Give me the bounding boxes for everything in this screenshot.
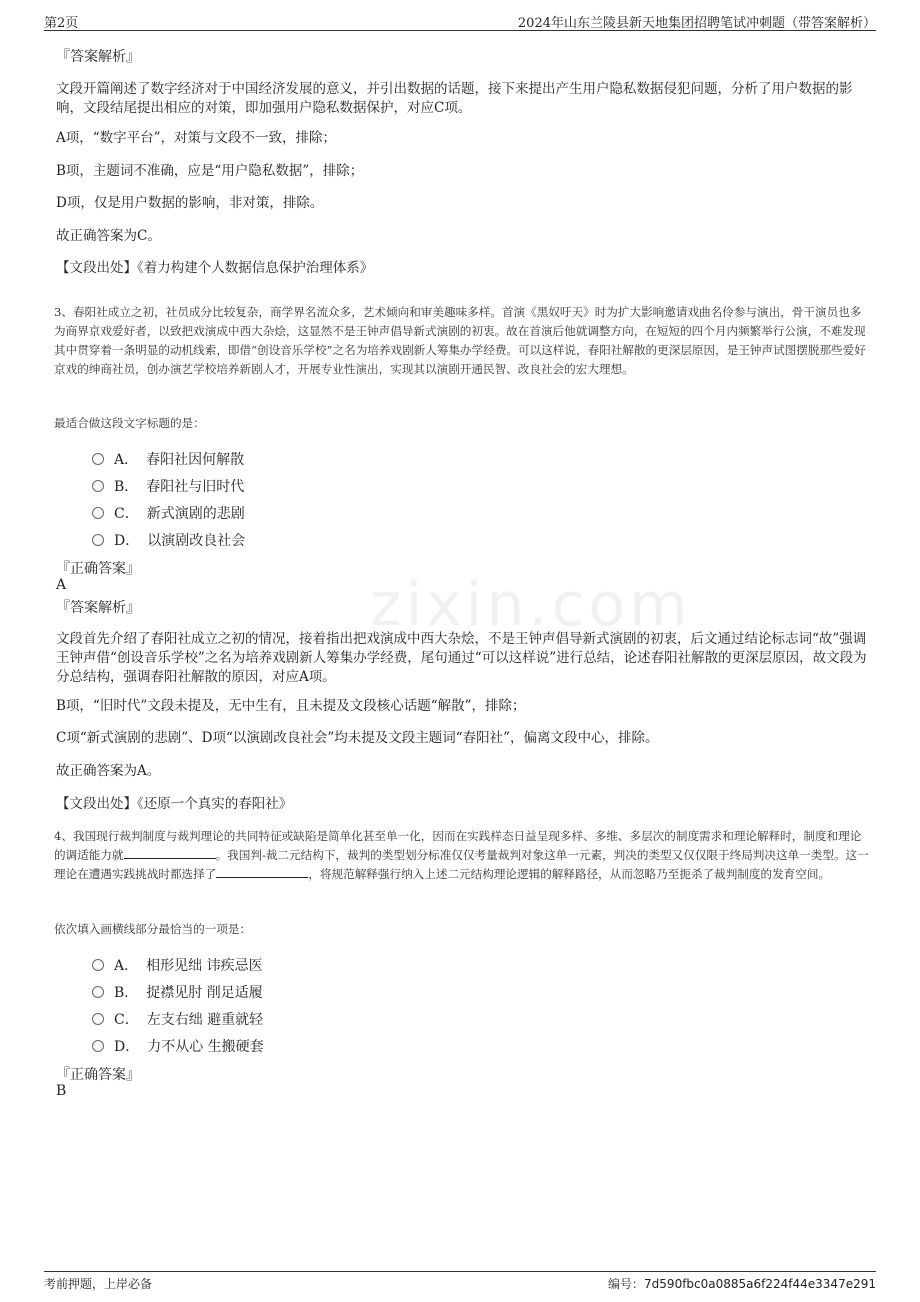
radio-icon[interactable] [92, 507, 104, 519]
q3-option-d[interactable]: D． 以演剧改良社会 [92, 530, 245, 550]
q3-option-b-analysis: B项，“旧时代”文段未提及，无中生有，且未提及文段核心话题“解散”，排除； [56, 698, 526, 714]
q2-analysis-label: 『答案解析』 [56, 49, 140, 65]
page-number: 第2页 [44, 16, 79, 31]
q3-prompt: 最适合做这段文字标题的是： [54, 416, 205, 430]
watermark: zixin.com [370, 570, 692, 640]
radio-icon[interactable] [92, 1040, 104, 1052]
document-id: 编号：7d590fbc0a0885a6f224f44e3347e291 [608, 1277, 876, 1291]
fill-blank-1 [124, 846, 216, 859]
q4-stem: 4、我国现行裁判制度与裁判理论的共同特征或缺陷是简单化甚至单一化，因而在实践样态日益呈现多样、多维、多层次的制度需求和理论解释时，制度和理论的调适能力就 。我国判-裁二元结构下，裁判的类型划分标准仅仅考量裁判对象这单一元素，判决的类型又仅仅限于终局判决这单一类型。这一理论在遭遇实践挑战时都选择了 ，将规范解释强行纳入上述二元结构理论逻辑的解释路径，从而忽略乃至扼杀了裁判制度的发育空间。 [54, 829, 869, 881]
radio-icon[interactable] [92, 986, 104, 998]
q2-conclusion: 故正确答案为C。 [56, 228, 161, 244]
q4-answer-label: 『正确答案』 [56, 1067, 140, 1083]
q3-stem: 3、春阳社成立之初，社员成分比较复杂，商学界名流众多，艺术倾向和审美趣味多样。首演《黑奴吁天》时为扩大影响邀请戏曲名伶参与演出，骨干演员也多为商界京戏爱好者，以致把戏演成中西大杂烩，这显然不是王钟声倡导新式演剧的初衷。故在首演后他就调整方向，在短短的四个月内频繁举行公演，不难发现其中贯穿着一条明显的动机线索，即借“创设音乐学校”之名为培养戏剧新人筹集办学经费。可以这样说，春阳社解散的更深层原因，是王钟声试图摆脱那些爱好京戏的绅商社员，创办演艺学校培养新剧人才，开展专业性演出，实现其以演剧开通民智、改良社会的宏大理想。 [54, 305, 866, 376]
radio-icon[interactable] [92, 480, 104, 492]
page-footer [44, 1271, 876, 1294]
document-title: 2024年山东兰陵县新天地集团招聘笔试冲刺题（带答案解析） [517, 16, 876, 31]
q4-option-d[interactable]: D． 力不从心 生搬硬套 [92, 1036, 264, 1056]
q3-source: 【文段出处】《还原一个真实的春阳社》 [56, 796, 293, 812]
q4-answer: B [56, 1083, 67, 1099]
radio-icon[interactable] [92, 959, 104, 971]
q3-answer: A [56, 577, 67, 593]
footer-slogan: 考前押题，上岸必备 [44, 1277, 153, 1291]
q4-option-b[interactable]: B． 捉襟见肘 削足适履 [92, 982, 263, 1002]
radio-icon[interactable] [92, 1013, 104, 1025]
q2-option-a-analysis: A项，“数字平台”，对策与文段不一致，排除； [56, 130, 337, 146]
q3-option-cd-analysis: C项“新式演剧的悲剧”、D项“以演剧改良社会”均未提及文段主题词“春阳社”，偏离文段中心，排除。 [56, 730, 659, 746]
q2-option-b-analysis: B项，主题词不准确，应是“用户隐私数据”，排除； [56, 163, 364, 179]
q3-answer-label: 『正确答案』 [56, 561, 140, 577]
q3-conclusion: 故正确答案为A。 [56, 763, 161, 779]
radio-icon[interactable] [92, 534, 104, 546]
q4-option-c[interactable]: C． 左支右绌 避重就轻 [92, 1009, 263, 1029]
q2-option-d-analysis: D项，仅是用户数据的影响，非对策，排除。 [56, 195, 324, 211]
q3-option-c[interactable]: C． 新式演剧的悲剧 [92, 503, 245, 523]
q3-analysis-label: 『答案解析』 [56, 600, 140, 616]
q4-prompt: 依次填入画横线部分最恰当的一项是： [54, 922, 252, 936]
q2-analysis-text: 文段开篇阐述了数字经济对于中国经济发展的意义，并引出数据的话题，接下来提出产生用户隐私数据侵犯问题，分析了用户数据的影响，文段结尾提出相应的对策，即加强用户隐私数据保护，对应C项。 [56, 81, 853, 116]
q3-option-a[interactable]: A． 春阳社因何解散 [92, 449, 244, 469]
q2-source: 【文段出处】《着力构建个人数据信息保护治理体系》 [56, 260, 374, 276]
radio-icon[interactable] [92, 453, 104, 465]
q3-analysis-text: 文段首先介绍了春阳社成立之初的情况，接着指出把戏演成中西大杂烩，不是王钟声倡导新式演剧的初衷，后文通过结论标志词“故”强调王钟声借“创设音乐学校”之名为培养戏剧新人筹集办学经费，尾句通过“可以这样说”进行总结，论述春阳社解散的更深层原因，故文段为分总结构，强调春阳社解散的原因，对应A项。 [56, 631, 867, 685]
q3-option-b[interactable]: B． 春阳社与旧时代 [92, 476, 244, 496]
page-header [44, 10, 876, 31]
q4-option-a[interactable]: A． 相形见绌 讳疾忌医 [92, 955, 263, 975]
fill-blank-2 [216, 865, 308, 878]
